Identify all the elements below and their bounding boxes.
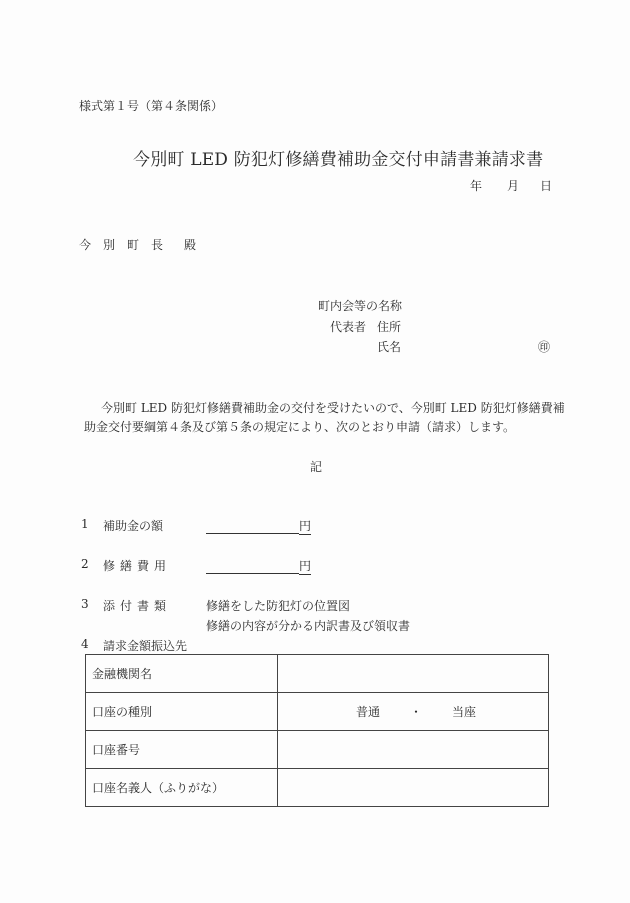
item-1-label: 補助金の額 (103, 519, 164, 533)
item-1-number: 1 (81, 517, 89, 531)
item-2-amount-field[interactable] (206, 557, 311, 575)
document-title: 今別町 LED 防犯灯修繕費補助金交付申請書兼請求書 (133, 150, 544, 170)
date-month: 月 (507, 179, 520, 193)
item-1-amount-field[interactable] (206, 517, 311, 535)
body-text-line2: 助金交付要綱第４条及び第５条の規定により、次のとおり申請（請求）します。 (84, 420, 516, 434)
account-number-label: 口座番号 (86, 731, 278, 769)
seal-mark: ㊞ (538, 340, 551, 354)
item-2-unit: 円 (299, 559, 312, 573)
account-type-option-ordinary[interactable]: 普通 (355, 705, 380, 719)
table-row (86, 693, 549, 731)
item-3-number: 3 (81, 597, 89, 611)
addressee-name: 今別町長 (79, 238, 176, 252)
form-number: 様式第１号（第４条関係） (79, 99, 224, 113)
table-row (86, 655, 549, 693)
item-4-label: 請求金額振込先 (103, 639, 188, 653)
account-holder-field[interactable] (278, 769, 549, 807)
separator-dot: ・ (409, 705, 422, 719)
attachment-line-1: 修繕をした防犯灯の位置図 (206, 599, 351, 613)
date-day: 日 (540, 179, 553, 193)
attachment-line-2: 修繕の内容が分かる内訳書及び領収書 (206, 619, 411, 633)
account-type-label: 口座の種別 (86, 693, 278, 731)
account-holder-label: 口座名義人（ふりがな） (86, 769, 278, 807)
account-number-field[interactable] (278, 731, 549, 769)
table-row (86, 769, 549, 807)
address-label: 住所 (377, 320, 402, 334)
org-name-label: 町内会等の名称 (318, 299, 403, 313)
bank-name-label: 金融機関名 (86, 655, 278, 693)
item-1-unit: 円 (299, 519, 312, 533)
item-2-label: 修繕費用 (103, 559, 172, 573)
account-type-field (278, 693, 549, 731)
table-row (86, 731, 549, 769)
ki-heading: 記 (310, 460, 323, 474)
date-year: 年 (470, 179, 483, 193)
item-4-number: 4 (81, 637, 89, 651)
account-type-option-current[interactable]: 当座 (452, 705, 477, 719)
representative-label: 代表者 (330, 320, 367, 334)
body-text-line1: 今別町 LED 防犯灯修繕費補助金の交付を受けたいので、今別町 LED 防犯灯修繕費補 (101, 401, 565, 415)
bank-transfer-table (85, 654, 549, 807)
item-2-number: 2 (81, 557, 89, 571)
name-label: 氏名 (377, 340, 402, 354)
bank-name-field[interactable] (278, 655, 549, 693)
item-3-label: 添付書類 (103, 599, 172, 613)
addressee-honorific: 殿 (184, 238, 197, 252)
